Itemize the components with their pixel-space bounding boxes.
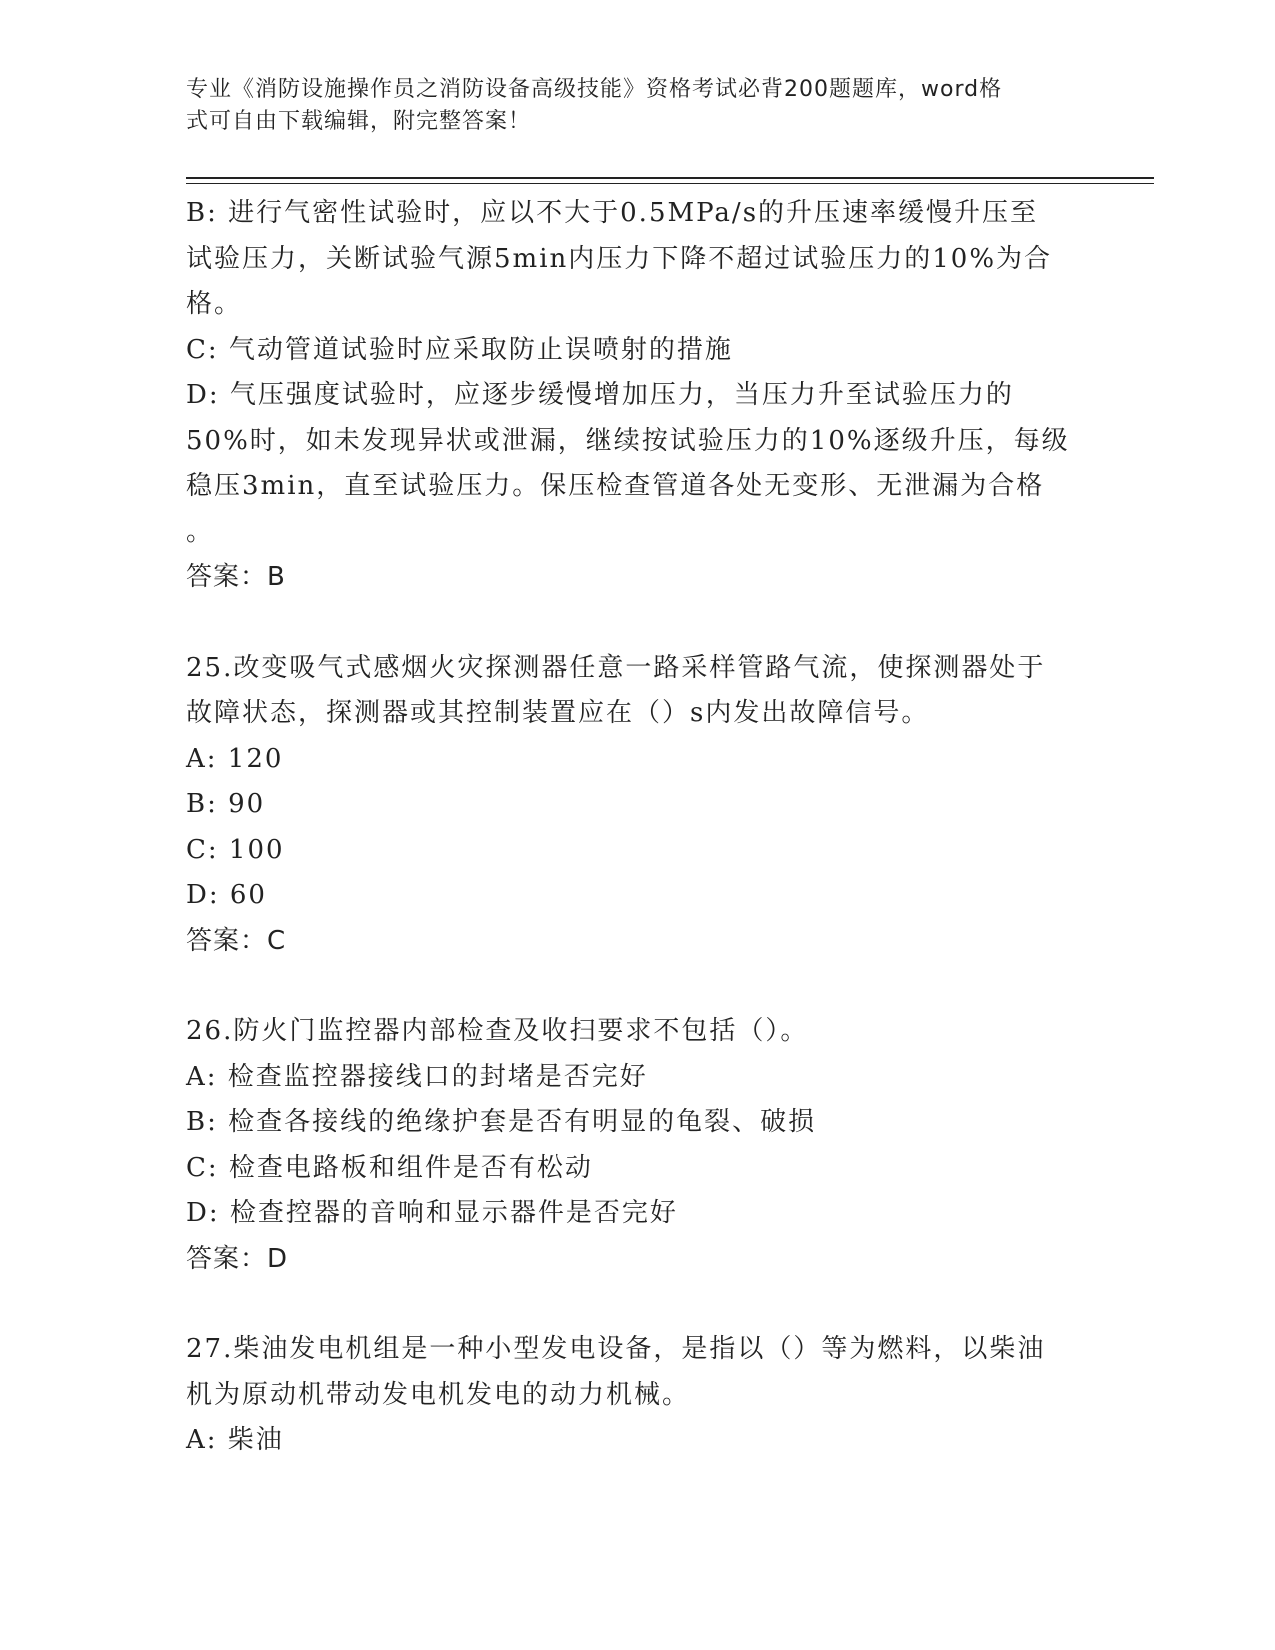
option-b-line: B: 进行气密性试验时，应以不大于0.5MPa/s的升压速率缓慢升压至 — [186, 198, 1039, 228]
header-line: 专业《消防设施操作员之消防设备高级技能》资格考试必背200题题库，word格 — [186, 77, 1003, 102]
option-c: C: 检查电路板和组件是否有松动 — [186, 1152, 593, 1183]
answer-label: 答案：D — [186, 1243, 289, 1274]
option-c: C: 100 — [186, 834, 285, 865]
option-d-line: 稳压3min，直至试验压力。保压检查管道各处无变形、无泄漏为合格 — [186, 471, 1045, 501]
question-stem: 26.防火门监控器内部检查及收扫要求不包括（）。 — [186, 1016, 809, 1046]
question-27 — [186, 1327, 1086, 1464]
option-b: B: 90 — [186, 789, 266, 819]
option-d-line: D: 气压强度试验时，应逐步缓慢增加压力，当压力升至试验压力的 — [186, 380, 1014, 410]
document-header — [186, 74, 1086, 138]
question-stem-line: 故障状态，探测器或其控制装置应在（）s内发出故障信号。 — [186, 698, 930, 728]
question-stem-line: 25.改变吸气式感烟火灾探测器任意一路采样管路气流，使探测器处于 — [186, 652, 1046, 683]
option-d-line: 。 — [186, 516, 215, 547]
option-d: D: 检查控器的音响和显示器件是否完好 — [186, 1198, 678, 1228]
answer-label: 答案：B — [186, 562, 286, 592]
option-a: A: 检查监控器接线口的封堵是否完好 — [186, 1061, 648, 1092]
header-line: 式可自由下载编辑，附完整答案！ — [186, 109, 532, 134]
option-d-line: 50%时，如未发现异状或泄漏，继续按试验压力的10%逐级升压，每级 — [186, 425, 1070, 456]
option-a: A: 柴油 — [186, 1425, 284, 1455]
question-25 — [186, 646, 1086, 965]
option-d: D: 60 — [186, 880, 267, 910]
prev-question-block — [186, 191, 1086, 601]
question-content — [186, 191, 1086, 1464]
option-a: A: 120 — [186, 743, 284, 774]
header-divider-thin — [186, 183, 1154, 184]
answer-label: 答案：C — [186, 925, 287, 956]
option-b-line: 格。 — [186, 289, 243, 319]
option-b-line: 试验压力，关断试验气源5min内压力下降不超过试验压力的10%为合 — [186, 243, 1053, 274]
question-stem-line: 机为原动机带动发电机发电的动力机械。 — [186, 1379, 691, 1410]
question-26 — [186, 1009, 1086, 1282]
option-b: B: 检查各接线的绝缘护套是否有明显的龟裂、破损 — [186, 1107, 817, 1137]
option-c: C: 气动管道试验时应采取防止误喷射的措施 — [186, 334, 733, 365]
question-stem-line: 27.柴油发电机组是一种小型发电设备，是指以（）等为燃料，以柴油 — [186, 1334, 1046, 1364]
header-divider-thick — [186, 177, 1154, 179]
